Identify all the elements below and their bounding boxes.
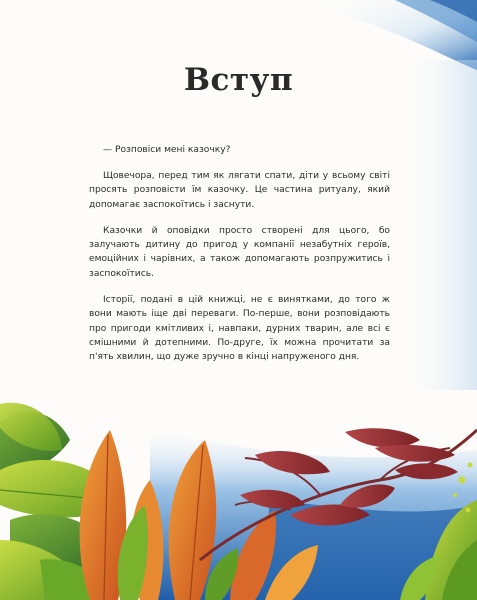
intro-text — [89, 143, 390, 376]
berry-dot — [459, 477, 466, 484]
paragraph: Казочки й оповідки просто створені для цього, бо залучають дитину до пригод у компанії незабутніх героїв, емоційних і чарівних, а також допомагають розпружитись і заспокоїтись. — [89, 225, 390, 279]
paragraph-dialogue: — Розповіси мені казочку? — [103, 145, 231, 155]
paragraph: Історії, подані в цій книжці, не є винятками, до того ж вони мають іще дві переваги. По-перше, вони розповідають про пригоди кмітливих і, навпаки, дурних тварин, але всі є смішними й дотепними. По-друге, їх можна прочитати за п'ять хвилин, що дуже зручно в кінці напруженого дня. — [89, 294, 390, 363]
page-title: Вступ — [183, 62, 294, 98]
paragraph: Щовечора, перед тим як лягати спати, діти у всьому світі просять розповісти їм казочку. Це частина ритуалу, який допомагає заспокоїтись і заснути. — [89, 170, 390, 210]
red-leaf-1 — [345, 428, 420, 447]
